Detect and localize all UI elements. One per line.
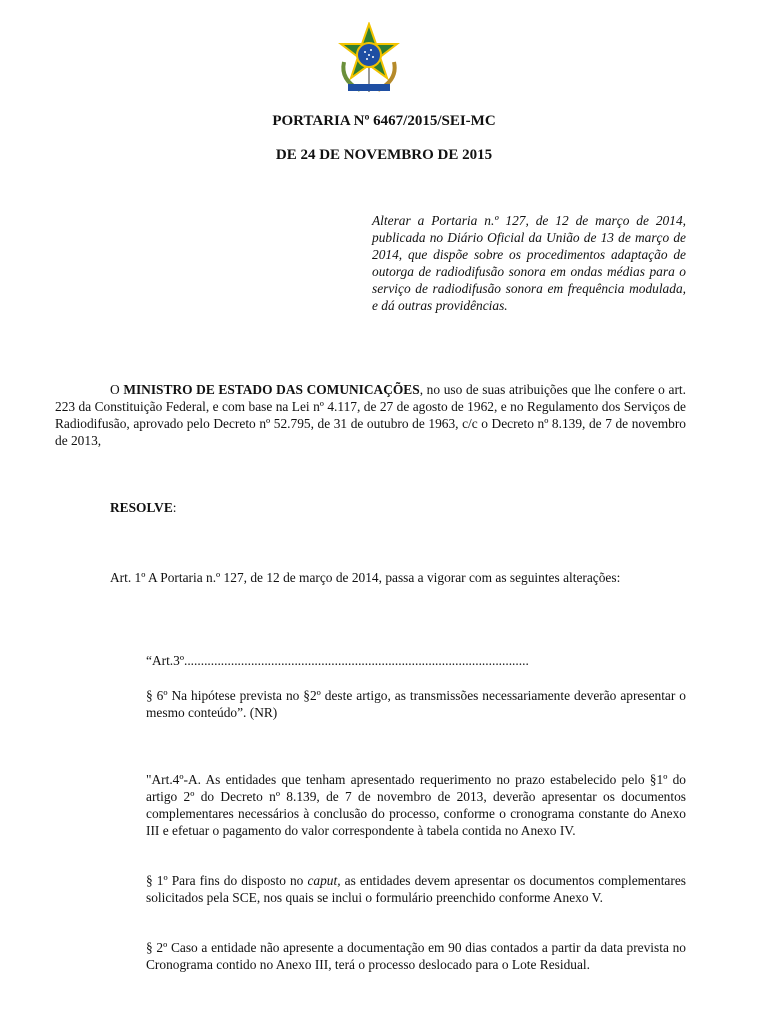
preamble-rest: , no uso de suas atribuições que lhe confere o art. 223 da Constituição Federal, e com base na Lei nº 4.117, de 27 de agosto de 1962, e no Regulamento dos Serviços de Radiodifusão, aprovado pelo Decreto nº 52.795, de 31 de outubro de 1963, c/c o Decreto nº 8.139, de 7 de novembro de 2013,: [55, 382, 686, 448]
art3-paragraph-6: § 6º Na hipótese prevista no §2º deste artigo, as transmissões necessariamente deverão apresentar o mesmo conteúdo”. (NR): [146, 688, 686, 720]
art4a-par1-start: § 1º Para fins do disposto no: [146, 873, 308, 888]
art1-paragraph: Art. 1º A Portaria n.º 127, de 12 de março de 2014, passa a vigorar com as seguintes alterações:: [110, 570, 621, 585]
art3-heading: “Art.3º.......................................................................................................: [146, 653, 529, 668]
art4a-caput: "Art.4º-A. As entidades que tenham apresentado requerimento no prazo estabelecido pelo §1º do artigo 2º do Decreto nº 8.139, de 7 de novembro de 2013, deverão apresentar os documentos complementares necessários à conclusão do processo, conforme o cronograma constante do Anexo III e efetuar o pagamento do valor correspondente à tabela contida no Anexo IV.: [146, 772, 686, 838]
art4a-par1-caput: caput,: [307, 873, 341, 888]
art4a-paragraph-2: § 2º Caso a entidade não apresente a documentação em 90 dias contados a partir da data prevista no Cronograma contido no Anexo III, terá o processo deslocado para o Lote Residual.: [146, 940, 686, 972]
art4a-par1-rest: as entidades devem apresentar os documentos complementares solicitados pela SCE, nos quais se inclui o formulário preenchido conforme Anexo V.: [146, 873, 686, 905]
ementa-text: Alterar a Portaria n.º 127, de 12 de março de 2014, publicada no Diário Oficial da União de 13 de março de 2014, que dispõe sobre os procedimentos adaptação de outorga de radiodifusão sonora em ondas médias para o serviço de radiodifusão sonora em frequência modulada, e dá outras providências.: [372, 213, 686, 313]
resolve-heading: [110, 500, 177, 516]
brazil-coat-of-arms-icon: [332, 22, 406, 98]
preamble-start: O: [110, 382, 124, 397]
resolve-word: RESOLVE: [110, 500, 173, 515]
art4a-paragraph-1: [146, 872, 686, 906]
preamble-authority: MINISTRO DE ESTADO DAS COMUNICAÇÕES: [123, 382, 420, 397]
preamble-paragraph: [55, 381, 686, 449]
resolve-colon: :: [172, 500, 177, 515]
portaria-number: PORTARIA Nº 6467/2015/SEI-MC: [272, 113, 496, 129]
portaria-date: DE 24 DE NOVEMBRO DE 2015: [275, 147, 493, 163]
